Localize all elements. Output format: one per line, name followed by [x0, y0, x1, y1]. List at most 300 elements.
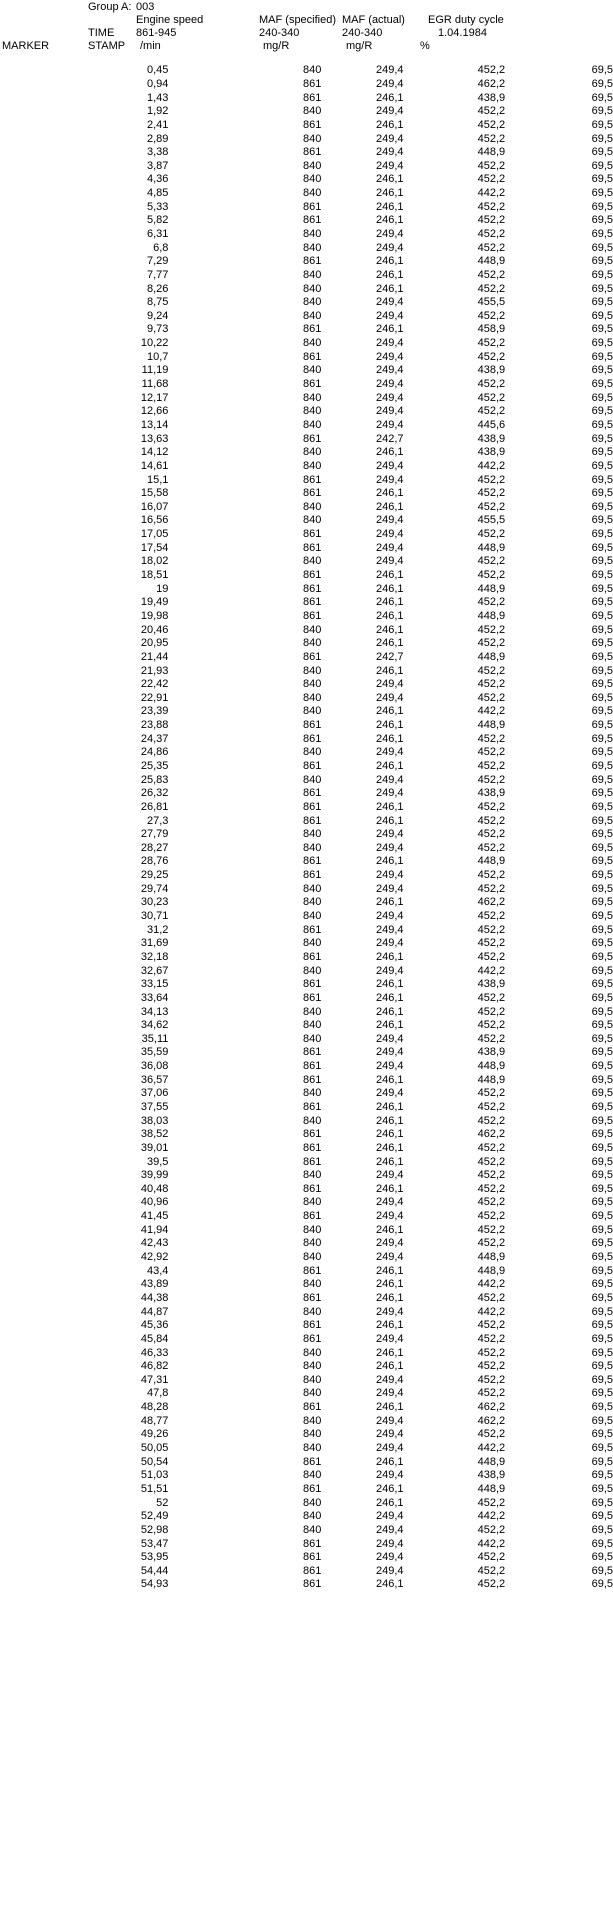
maf-specified-cell: 246,1: [375, 1073, 404, 1086]
marker-cell: [0, 1223, 105, 1237]
marker-cell: [0, 623, 105, 637]
col-maf-specified-title: MAF (specified): [259, 14, 337, 26]
table-row: [0, 460, 613, 474]
time-stamp-cell: 30,23: [140, 896, 169, 909]
maf-actual-cell: 452,2: [477, 528, 506, 541]
marker-cell: [0, 446, 105, 460]
time-stamp-cell: 14,12: [140, 446, 169, 459]
table-row: [0, 159, 613, 173]
engine-speed-cell: 861: [303, 1482, 322, 1495]
marker-cell: [0, 937, 105, 951]
maf-actual-cell: 442,2: [477, 1442, 506, 1455]
time-stamp-cell: 18,02: [140, 555, 169, 568]
maf-specified-range: 240-340: [259, 27, 300, 39]
maf-actual-cell: 452,2: [477, 869, 506, 882]
maf-actual-cell: 452,2: [477, 378, 506, 391]
engine-speed-cell: 840: [303, 1087, 322, 1100]
maf-specified-cell: 246,1: [375, 323, 404, 336]
egr-duty-cell: 69,5: [591, 910, 613, 923]
maf-actual-cell: 452,2: [477, 637, 506, 650]
table-row: [0, 1019, 613, 1033]
maf-actual-cell: 462,2: [477, 1128, 506, 1141]
table-row: [0, 596, 613, 610]
maf-actual-cell: 442,2: [477, 187, 506, 200]
marker-cell: [0, 473, 105, 487]
engine-speed-cell: 861: [303, 787, 322, 800]
engine-speed-range: 861-945: [136, 27, 177, 39]
col-maf-actual-title: MAF (actual): [342, 14, 405, 26]
time-stamp-cell: 19,49: [140, 596, 169, 609]
time-stamp-cell: 15,58: [140, 487, 169, 500]
group-value: 003: [136, 1, 155, 13]
egr-duty-cell: 69,5: [591, 1305, 613, 1318]
engine-speed-cell: 840: [303, 937, 322, 950]
egr-duty-cell: 69,5: [591, 719, 613, 732]
table-row: [0, 269, 613, 283]
maf-actual-cell: 452,2: [477, 1291, 506, 1304]
maf-actual-cell: 452,2: [477, 473, 506, 486]
maf-specified-cell: 249,4: [375, 296, 404, 309]
maf-actual-cell: 448,9: [477, 719, 506, 732]
maf-specified-cell: 249,4: [375, 1523, 404, 1536]
maf-specified-cell: 246,1: [375, 855, 404, 868]
marker-cell: [0, 1073, 105, 1087]
table-row: [0, 241, 613, 255]
marker-cell: [0, 541, 105, 555]
time-stamp-cell: 27,79: [140, 828, 169, 841]
egr-duty-cell: 69,5: [591, 1442, 613, 1455]
time-stamp-cell: 53,47: [140, 1537, 169, 1550]
maf-specified-cell: 246,1: [375, 1019, 404, 1032]
maf-actual-cell: 442,2: [477, 964, 506, 977]
egr-duty-cell: 69,5: [591, 309, 613, 322]
time-stamp-cell: 32,67: [140, 964, 169, 977]
engine-speed-cell: 840: [303, 746, 322, 759]
time-stamp-cell: 21,44: [140, 650, 169, 663]
maf-specified-cell: 249,4: [375, 937, 404, 950]
egr-duty-cell: 69,5: [591, 1537, 613, 1550]
maf-specified-cell: 246,1: [375, 623, 404, 636]
time-stamp-cell: 52,49: [140, 1510, 169, 1523]
time-stamp-cell: 14,61: [140, 459, 169, 472]
engine-speed-cell: 840: [303, 1442, 322, 1455]
marker-cell: [0, 1346, 105, 1360]
time-label: TIME: [88, 27, 115, 39]
engine-speed-cell: 861: [303, 759, 322, 772]
maf-actual-cell: 452,2: [477, 1223, 506, 1236]
time-stamp-cell: 43,4: [146, 1264, 169, 1277]
egr-duty-cell: 69,5: [591, 1264, 613, 1277]
egr-duty-cell: 69,5: [591, 1332, 613, 1345]
table-row: [0, 719, 613, 733]
table-row: [0, 1142, 613, 1156]
marker-cell: [0, 1414, 105, 1428]
time-stamp-cell: 47,8: [146, 1387, 169, 1400]
maf-actual-cell: 448,9: [477, 146, 506, 159]
engine-speed-cell: 861: [303, 432, 322, 445]
engine-speed-cell: 840: [303, 282, 322, 295]
maf-actual-cell: 452,2: [477, 1196, 506, 1209]
marker-cell: [0, 487, 105, 501]
maf-specified-cell: 246,1: [375, 732, 404, 745]
table-row: [0, 1114, 613, 1128]
maf-actual-cell: 452,2: [477, 678, 506, 691]
engine-speed-cell: 840: [303, 896, 322, 909]
egr-duty-cell: 69,5: [591, 1414, 613, 1427]
maf-actual-cell: 455,5: [477, 514, 506, 527]
engine-speed-cell: 840: [303, 159, 322, 172]
table-row: [0, 910, 613, 924]
log-date: 1.04.1984: [438, 27, 487, 39]
marker-cell: [0, 1496, 105, 1510]
table-row: [0, 1128, 613, 1142]
marker-cell: [0, 269, 105, 283]
table-row: [0, 623, 613, 637]
maf-specified-cell: 249,4: [375, 364, 404, 377]
egr-duty-cell: 69,5: [591, 855, 613, 868]
time-stamp-cell: 48,28: [140, 1401, 169, 1414]
maf-actual-cell: 452,2: [477, 1551, 506, 1564]
table-row: [0, 1155, 613, 1169]
table-row: [0, 310, 613, 324]
maf-specified-cell: 249,4: [375, 1537, 404, 1550]
egr-duty-cell: 69,5: [591, 1073, 613, 1086]
engine-speed-cell: 861: [303, 923, 322, 936]
table-row: [0, 1264, 613, 1278]
egr-duty-cell: 69,5: [591, 732, 613, 745]
egr-duty-cell: 69,5: [591, 1087, 613, 1100]
maf-specified-cell: 249,4: [375, 228, 404, 240]
egr-duty-cell: 69,5: [591, 814, 613, 827]
time-stamp-cell: 17,54: [140, 541, 169, 554]
engine-speed-cell: 861: [303, 800, 322, 813]
maf-specified-cell: 249,4: [375, 1305, 404, 1318]
egr-duty-cell: 69,5: [591, 459, 613, 472]
time-stamp-cell: 46,82: [140, 1360, 169, 1373]
egr-duty-cell: 69,5: [591, 555, 613, 568]
engine-speed-cell: 861: [303, 596, 322, 609]
table-row: [0, 1305, 613, 1319]
egr-duty-cell: 69,5: [591, 950, 613, 963]
engine-speed-cell: 840: [303, 418, 322, 431]
maf-actual-cell: 452,2: [477, 759, 506, 772]
table-row: [0, 1183, 613, 1197]
engine-speed-cell: 840: [303, 1305, 322, 1318]
table-row: [0, 78, 613, 92]
time-stamp-cell: 6,8: [153, 241, 169, 254]
maf-specified-cell: 246,1: [375, 896, 404, 909]
table-row: [0, 1483, 613, 1497]
engine-speed-cell: 861: [303, 1455, 322, 1468]
table-row: [0, 869, 613, 883]
marker-cell: [0, 1169, 105, 1183]
maf-actual-cell: 445,6: [477, 418, 506, 431]
egr-duty-cell: 69,5: [591, 500, 613, 513]
time-stamp-cell: 8,26: [146, 282, 169, 295]
engine-speed-cell: 861: [303, 582, 322, 595]
maf-specified-cell: 249,4: [375, 528, 404, 541]
maf-actual-cell: 448,9: [477, 1455, 506, 1468]
engine-speed-cell: 840: [303, 268, 322, 281]
maf-actual-cell: 448,9: [477, 582, 506, 595]
time-stamp-cell: 54,93: [140, 1578, 169, 1591]
engine-speed-cell: 840: [303, 828, 322, 841]
marker-cell: [0, 514, 105, 528]
egr-duty-cell: 69,5: [591, 678, 613, 691]
maf-specified-cell: 246,1: [375, 187, 404, 200]
maf-actual-cell: 448,9: [477, 1073, 506, 1086]
table-row: [0, 664, 613, 678]
time-stamp-cell: 15,1: [146, 473, 169, 486]
maf-actual-cell: 452,2: [477, 814, 506, 827]
egr-duty-cell: 69,5: [591, 1469, 613, 1482]
maf-actual-unit: mg/R: [346, 40, 373, 52]
egr-duty-cell: 69,5: [591, 282, 613, 295]
time-stamp-cell: 34,13: [140, 1005, 169, 1018]
table-row: [0, 378, 613, 392]
maf-actual-cell: 438,9: [477, 91, 506, 104]
table-row: [0, 1251, 613, 1265]
engine-speed-cell: 861: [303, 1073, 322, 1086]
table-row: [0, 473, 613, 487]
egr-duty-cell: 69,5: [591, 637, 613, 650]
marker-cell: [0, 146, 105, 160]
time-stamp-cell: 45,84: [140, 1332, 169, 1345]
marker-cell: [0, 255, 105, 269]
marker-cell: [0, 187, 105, 201]
table-row: [0, 1196, 613, 1210]
egr-duty-cell: 69,5: [591, 759, 613, 772]
col-engine-speed-title: Engine speed: [136, 14, 204, 26]
table-row: [0, 1101, 613, 1115]
maf-actual-cell: 462,2: [477, 1401, 506, 1414]
marker-cell: [0, 705, 105, 719]
marker-cell: [0, 1251, 105, 1265]
egr-duty-cell: 69,5: [591, 173, 613, 186]
maf-specified-cell: 249,4: [375, 514, 404, 527]
marker-cell: [0, 1374, 105, 1388]
marker-cell: [0, 923, 105, 937]
engine-speed-cell: 840: [303, 1373, 322, 1386]
maf-actual-cell: 442,2: [477, 1510, 506, 1523]
time-stamp-cell: 53,95: [140, 1551, 169, 1564]
marker-cell: [0, 555, 105, 569]
table-row: [0, 405, 613, 419]
egr-duty-cell: 69,5: [591, 1101, 613, 1113]
egr-duty-cell: 69,5: [591, 214, 613, 227]
egr-duty-cell: 69,5: [591, 541, 613, 554]
marker-cell: [0, 1264, 105, 1278]
maf-specified-cell: 249,4: [375, 1414, 404, 1427]
egr-duty-cell: 69,5: [591, 841, 613, 854]
maf-specified-cell: 246,1: [375, 282, 404, 295]
table-row: [0, 882, 613, 896]
marker-cell: [0, 391, 105, 405]
table-row: [0, 896, 613, 910]
maf-actual-cell: 452,2: [477, 200, 506, 213]
engine-speed-cell: 861: [303, 609, 322, 622]
table-row: [0, 651, 613, 665]
maf-specified-cell: 249,4: [375, 1196, 404, 1209]
time-stamp-cell: 4,36: [146, 173, 169, 186]
egr-duty-cell: 69,5: [591, 1428, 613, 1441]
maf-specified-cell: 246,1: [375, 200, 404, 213]
maf-actual-cell: 455,5: [477, 296, 506, 309]
time-stamp-cell: 24,37: [140, 732, 169, 745]
maf-specified-cell: 249,4: [375, 418, 404, 431]
table-row: [0, 1374, 613, 1388]
maf-specified-cell: 246,1: [375, 487, 404, 500]
maf-specified-cell: 249,4: [375, 1551, 404, 1564]
maf-actual-cell: 452,2: [477, 1032, 506, 1045]
time-stamp-cell: 0,94: [146, 77, 169, 90]
stamp-label: STAMP: [88, 40, 126, 52]
maf-actual-cell: 462,2: [477, 77, 506, 90]
egr-duty-cell: 69,5: [591, 787, 613, 800]
marker-cell: [0, 296, 105, 310]
time-stamp-cell: 42,92: [140, 1251, 169, 1264]
maf-actual-cell: 438,9: [477, 364, 506, 377]
maf-actual-cell: 452,2: [477, 132, 506, 145]
table-row: [0, 146, 613, 160]
engine-speed-cell: 861: [303, 1564, 322, 1577]
table-row: [0, 801, 613, 815]
maf-specified-cell: 249,4: [375, 746, 404, 759]
time-stamp-cell: 12,17: [140, 391, 169, 404]
egr-duty-cell: 69,5: [591, 978, 613, 991]
egr-duty-cell: 69,5: [591, 800, 613, 813]
maf-actual-cell: 462,2: [477, 896, 506, 909]
egr-duty-cell: 69,5: [591, 64, 613, 77]
egr-duty-cell: 69,5: [591, 1114, 613, 1127]
maf-specified-cell: 249,4: [375, 773, 404, 786]
time-stamp-cell: 26,81: [140, 800, 169, 813]
marker-cell: [0, 1319, 105, 1333]
engine-speed-cell: 840: [303, 1523, 322, 1536]
maf-actual-cell: 452,2: [477, 937, 506, 950]
maf-actual-cell: 452,2: [477, 1332, 506, 1345]
marker-cell: [0, 1564, 105, 1578]
maf-actual-cell: 452,2: [477, 1155, 506, 1168]
engine-speed-cell: 861: [303, 1551, 322, 1564]
egr-duty-cell: 69,5: [591, 596, 613, 609]
col-egr-title: EGR duty cycle: [428, 14, 504, 26]
table-row: [0, 1387, 613, 1401]
table-row: [0, 364, 613, 378]
table-row: [0, 1005, 613, 1019]
marker-cell: [0, 64, 105, 78]
time-stamp-cell: 7,29: [146, 255, 169, 268]
time-stamp-cell: 21,93: [140, 664, 169, 677]
egr-duty-cell: 69,5: [591, 882, 613, 895]
maf-actual-cell: 452,2: [477, 1101, 506, 1113]
maf-specified-cell: 249,4: [375, 1032, 404, 1045]
time-stamp-cell: 42,43: [140, 1237, 169, 1250]
maf-actual-cell: 452,2: [477, 841, 506, 854]
marker-cell: [0, 746, 105, 760]
marker-cell: [0, 460, 105, 474]
maf-actual-cell: 452,2: [477, 64, 506, 77]
maf-actual-cell: 452,2: [477, 664, 506, 677]
marker-cell: [0, 951, 105, 965]
time-stamp-cell: 38,52: [140, 1128, 169, 1141]
time-stamp-cell: 39,01: [140, 1141, 169, 1154]
maf-actual-cell: 438,9: [477, 446, 506, 459]
table-row: [0, 1578, 613, 1592]
egr-duty-cell: 69,5: [591, 187, 613, 200]
maf-specified-cell: 249,4: [375, 350, 404, 363]
engine-speed-cell: 861: [303, 1060, 322, 1073]
table-row: [0, 992, 613, 1006]
time-stamp-cell: 49,26: [140, 1428, 169, 1441]
maf-actual-cell: 452,2: [477, 882, 506, 895]
egr-duty-cell: 69,5: [591, 664, 613, 677]
egr-duty-cell: 69,5: [591, 623, 613, 636]
time-stamp-cell: 28,76: [140, 855, 169, 868]
maf-actual-cell: 452,2: [477, 1387, 506, 1400]
engine-speed-cell: 840: [303, 964, 322, 977]
egr-duty-cell: 69,5: [591, 1196, 613, 1209]
time-stamp-cell: 46,33: [140, 1346, 169, 1359]
table-row: [0, 255, 613, 269]
egr-duty-cell: 69,5: [591, 378, 613, 391]
maf-specified-cell: 249,4: [375, 1087, 404, 1100]
engine-speed-cell: 861: [303, 350, 322, 363]
time-stamp-cell: 36,57: [140, 1073, 169, 1086]
maf-actual-cell: 452,2: [477, 1346, 506, 1359]
engine-speed-cell: 861: [303, 118, 322, 131]
table-row: [0, 391, 613, 405]
engine-speed-cell: 840: [303, 1360, 322, 1373]
table-row: [0, 119, 613, 133]
maf-specified-cell: 249,4: [375, 146, 404, 159]
time-stamp-cell: 37,55: [140, 1101, 169, 1113]
marker-cell: [0, 1292, 105, 1306]
maf-actual-cell: 452,2: [477, 500, 506, 513]
marker-cell: [0, 1142, 105, 1156]
maf-actual-cell: 452,2: [477, 950, 506, 963]
egr-duty-cell: 69,5: [591, 1551, 613, 1564]
table-row: [0, 350, 613, 364]
marker-cell: [0, 910, 105, 924]
maf-specified-cell: 246,1: [375, 1346, 404, 1359]
engine-speed-cell: 840: [303, 105, 322, 118]
time-stamp-cell: 22,42: [140, 678, 169, 691]
engine-speed-cell: 861: [303, 1537, 322, 1550]
egr-duty-cell: 69,5: [591, 1360, 613, 1373]
maf-actual-cell: 458,9: [477, 323, 506, 336]
egr-duty-cell: 69,5: [591, 1455, 613, 1468]
maf-specified-cell: 249,4: [375, 1564, 404, 1577]
engine-speed-cell: 861: [303, 1182, 322, 1195]
time-stamp-cell: 35,59: [140, 1046, 169, 1059]
engine-speed-cell: 840: [303, 391, 322, 404]
engine-speed-cell: 840: [303, 1019, 322, 1032]
maf-specified-cell: 249,4: [375, 1332, 404, 1345]
table-row: [0, 610, 613, 624]
egr-duty-cell: 69,5: [591, 487, 613, 500]
engine-speed-cell: 861: [303, 814, 322, 827]
maf-specified-cell: 246,1: [375, 1005, 404, 1018]
table-row: [0, 1524, 613, 1538]
table-row: [0, 746, 613, 760]
group-label: Group A:: [88, 1, 132, 13]
egr-duty-cell: 69,5: [591, 1237, 613, 1250]
egr-unit: %: [420, 40, 430, 52]
engine-speed-cell: 861: [303, 719, 322, 732]
marker-cell: [0, 1046, 105, 1060]
egr-duty-cell: 69,5: [591, 77, 613, 90]
